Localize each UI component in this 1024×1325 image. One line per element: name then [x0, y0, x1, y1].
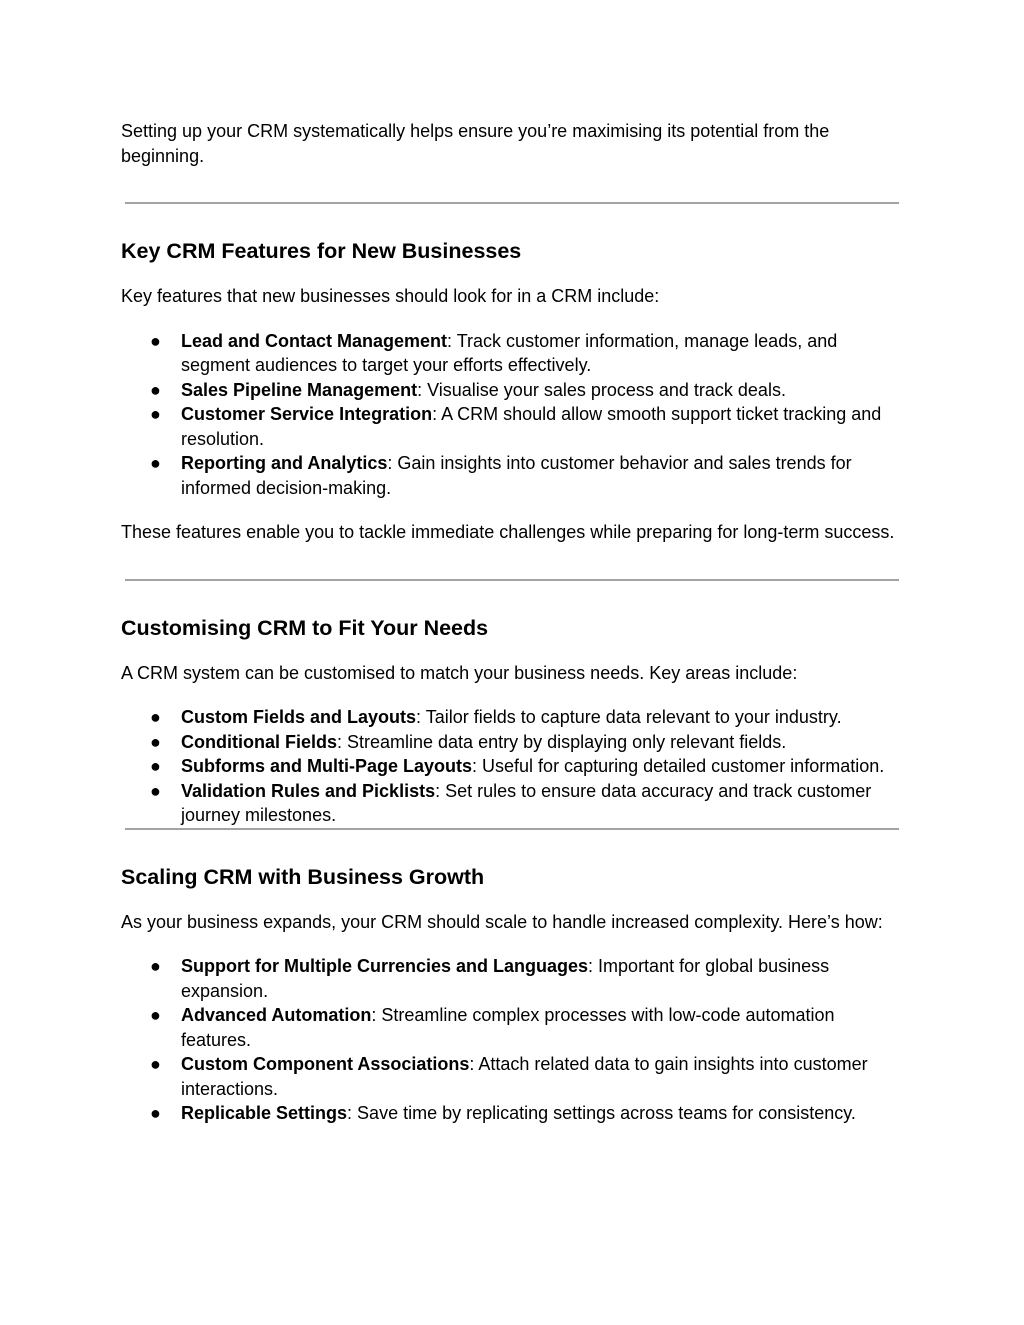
- list-item: [121, 1052, 906, 1101]
- bullet-icon: ●: [150, 453, 161, 473]
- item-description: : Attach related data to gain insights into customer interactions.: [181, 1054, 868, 1099]
- bullet-icon: ●: [150, 404, 161, 424]
- scaling-list: [121, 954, 906, 1126]
- item-term: Replicable Settings: [181, 1103, 348, 1123]
- item-description: : Streamline complex processes with low-code automation features.: [181, 1005, 835, 1050]
- item-description: : Visualise your sales process and track deals.: [417, 379, 786, 400]
- item-term: Sales Pipeline Management: [181, 379, 418, 400]
- list-item: [121, 954, 906, 1003]
- item-description: : Important for global business expansion.: [181, 956, 830, 1001]
- item-term: Support for Multiple Currencies and Languages: [181, 956, 589, 976]
- feature-list: [121, 329, 906, 501]
- bullet-icon: ●: [150, 1103, 161, 1123]
- item-description: : Useful for capturing detailed customer information.: [472, 756, 885, 776]
- item-term: Validation Rules and Picklists: [181, 780, 436, 801]
- item-description: : Save time by replicating settings across teams for consistency.: [347, 1103, 856, 1123]
- customisation-list: [121, 705, 906, 828]
- bullet-icon: ●: [150, 330, 161, 351]
- item-term: Customer Service Integration: [181, 404, 433, 424]
- list-item: [121, 329, 906, 378]
- bullet-icon: ●: [150, 1005, 161, 1025]
- item-term: Custom Component Associations: [181, 1054, 470, 1074]
- bullet-icon: ●: [150, 379, 161, 400]
- section-heading: Key CRM Features for New Businesses: [121, 239, 522, 263]
- item-term: Conditional Fields: [181, 731, 337, 752]
- list-item: [121, 1101, 906, 1126]
- list-item: [121, 730, 906, 755]
- bullet-icon: ●: [150, 756, 161, 776]
- list-item: [121, 402, 906, 451]
- list-item: [121, 378, 906, 403]
- item-description: : Gain insights into customer behavior and sales trends for informed decision-making.: [181, 453, 852, 498]
- bullet-icon: ●: [150, 956, 161, 976]
- section-lead: As your business expands, your CRM should scale to handle increased complexity. Here’s how:: [121, 911, 883, 932]
- item-description: : Tailor fields to capture data relevant to your industry.: [416, 707, 842, 727]
- list-item: [121, 754, 906, 779]
- section-closing: These features enable you to tackle immediate challenges while preparing for long-term success.: [121, 522, 895, 542]
- list-item: [121, 779, 906, 828]
- bullet-icon: ●: [150, 707, 161, 727]
- bullet-icon: ●: [150, 780, 161, 801]
- section-lead: Key features that new businesses should look for in a CRM include:: [121, 286, 660, 306]
- section-divider: [125, 579, 899, 581]
- section-divider: [125, 828, 899, 830]
- intro-paragraph: Setting up your CRM systematically helps ensure you’re maximising its potential from the beginning.: [121, 121, 830, 166]
- list-item: [121, 451, 906, 500]
- item-description: : A CRM should allow smooth support ticket tracking and resolution.: [181, 404, 882, 449]
- item-term: Custom Fields and Layouts: [181, 707, 417, 727]
- section-heading: Scaling CRM with Business Growth: [121, 864, 485, 889]
- section-heading: Customising CRM to Fit Your Needs: [121, 615, 489, 640]
- item-term: Advanced Automation: [181, 1005, 372, 1025]
- list-item: [121, 705, 906, 730]
- document-body: [121, 119, 906, 1126]
- section-lead: A CRM system can be customised to match your business needs. Key areas include:: [121, 662, 798, 683]
- section-divider: [125, 202, 899, 204]
- bullet-icon: ●: [150, 1054, 161, 1074]
- item-description: : Track customer information, manage leads, and segment audiences to target your efforts effectively.: [181, 330, 838, 375]
- item-term: Subforms and Multi-Page Layouts: [181, 756, 473, 776]
- bullet-icon: ●: [150, 731, 161, 752]
- item-term: Reporting and Analytics: [181, 453, 388, 473]
- item-description: : Streamline data entry by displaying only relevant fields.: [337, 731, 787, 752]
- item-description: : Set rules to ensure data accuracy and track customer journey milestones.: [181, 780, 872, 825]
- item-term: Lead and Contact Management: [181, 330, 448, 351]
- list-item: [121, 1003, 906, 1052]
